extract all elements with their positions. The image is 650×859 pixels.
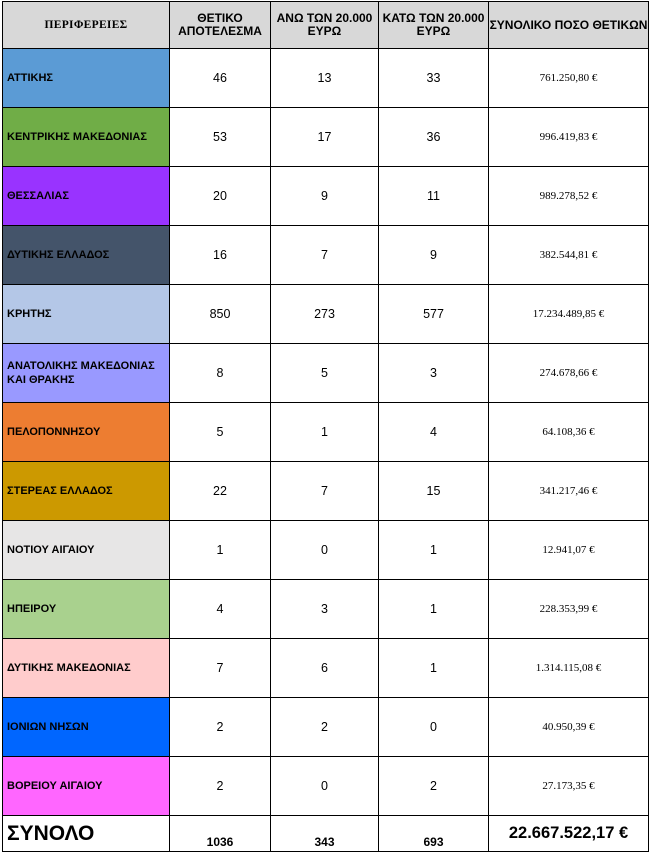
- total-above: 343: [271, 816, 379, 852]
- positive-cell: 5: [170, 403, 271, 462]
- total-row: [3, 816, 649, 852]
- region-cell: ΒΟΡΕΙΟΥ ΑΙΓΑΙΟΥ: [3, 757, 170, 816]
- above-cell: 1: [271, 403, 379, 462]
- header-above-20000: ΑΝΩ ΤΩΝ 20.000 ΕΥΡΩ: [271, 2, 379, 49]
- positive-cell: 22: [170, 462, 271, 521]
- positive-cell: 2: [170, 698, 271, 757]
- total-positive: 1036: [170, 816, 271, 852]
- positive-cell: 7: [170, 639, 271, 698]
- header-positive-result: ΘΕΤΙΚΟ ΑΠΟΤΕΛΕΣΜΑ: [170, 2, 271, 49]
- above-cell: 17: [271, 108, 379, 167]
- above-cell: 2: [271, 698, 379, 757]
- region-cell: ΝΟΤΙΟΥ ΑΙΓΑΙΟΥ: [3, 521, 170, 580]
- table-row: [3, 639, 649, 698]
- table-row: [3, 49, 649, 108]
- amount-cell: 12.941,07 €: [489, 521, 649, 580]
- region-cell: ΣΤΕΡΕΑΣ ΕΛΛΑΔΟΣ: [3, 462, 170, 521]
- above-cell: 3: [271, 580, 379, 639]
- table-row: [3, 757, 649, 816]
- amount-cell: 989.278,52 €: [489, 167, 649, 226]
- below-cell: 33: [379, 49, 489, 108]
- table-row: [3, 108, 649, 167]
- amount-cell: 228.353,99 €: [489, 580, 649, 639]
- below-cell: 1: [379, 639, 489, 698]
- region-cell: ΘΕΣΣΑΛΙΑΣ: [3, 167, 170, 226]
- above-cell: 0: [271, 521, 379, 580]
- below-cell: 11: [379, 167, 489, 226]
- below-cell: 2: [379, 757, 489, 816]
- table-row: [3, 226, 649, 285]
- table-row: [3, 462, 649, 521]
- amount-cell: 382.544,81 €: [489, 226, 649, 285]
- total-below: 693: [379, 816, 489, 852]
- below-cell: 1: [379, 521, 489, 580]
- total-label: ΣΥΝΟΛΟ: [3, 816, 170, 852]
- regional-results-table: [2, 1, 649, 852]
- region-cell: ΑΤΤΙΚΗΣ: [3, 49, 170, 108]
- region-cell: ΔΥΤΙΚΗΣ ΕΛΛΑΔΟΣ: [3, 226, 170, 285]
- table-row: [3, 580, 649, 639]
- amount-cell: 274.678,66 €: [489, 344, 649, 403]
- above-cell: 9: [271, 167, 379, 226]
- table-row: [3, 344, 649, 403]
- positive-cell: 20: [170, 167, 271, 226]
- total-amount: 22.667.522,17 €: [489, 816, 649, 852]
- amount-cell: 17.234.489,85 €: [489, 285, 649, 344]
- below-cell: 4: [379, 403, 489, 462]
- region-cell: ΚΕΝΤΡΙΚΗΣ ΜΑΚΕΔΟΝΙΑΣ: [3, 108, 170, 167]
- positive-cell: 16: [170, 226, 271, 285]
- table-row: [3, 698, 649, 757]
- positive-cell: 2: [170, 757, 271, 816]
- above-cell: 7: [271, 462, 379, 521]
- amount-cell: 64.108,36 €: [489, 403, 649, 462]
- amount-cell: 1.314.115,08 €: [489, 639, 649, 698]
- amount-cell: 996.419,83 €: [489, 108, 649, 167]
- below-cell: 9: [379, 226, 489, 285]
- below-cell: 0: [379, 698, 489, 757]
- table-row: [3, 521, 649, 580]
- amount-cell: 761.250,80 €: [489, 49, 649, 108]
- region-cell: ΙΟΝΙΩΝ ΝΗΣΩΝ: [3, 698, 170, 757]
- positive-cell: 46: [170, 49, 271, 108]
- positive-cell: 1: [170, 521, 271, 580]
- below-cell: 36: [379, 108, 489, 167]
- above-cell: 6: [271, 639, 379, 698]
- positive-cell: 850: [170, 285, 271, 344]
- header-total-positive-amount: ΣΥΝΟΛΙΚΟ ΠΟΣΟ ΘΕΤΙΚΩΝ: [489, 2, 649, 49]
- above-cell: 5: [271, 344, 379, 403]
- table-row: [3, 285, 649, 344]
- below-cell: 3: [379, 344, 489, 403]
- region-cell: ΚΡΗΤΗΣ: [3, 285, 170, 344]
- table-row: [3, 167, 649, 226]
- region-cell: ΠΕΛΟΠΟΝΝΗΣΟΥ: [3, 403, 170, 462]
- region-cell: ΔΥΤΙΚΗΣ ΜΑΚΕΔΟΝΙΑΣ: [3, 639, 170, 698]
- amount-cell: 27.173,35 €: [489, 757, 649, 816]
- below-cell: 1: [379, 580, 489, 639]
- positive-cell: 53: [170, 108, 271, 167]
- amount-cell: 341.217,46 €: [489, 462, 649, 521]
- above-cell: 0: [271, 757, 379, 816]
- header-row: [3, 2, 649, 49]
- header-below-20000: ΚΑΤΩ ΤΩΝ 20.000 ΕΥΡΩ: [379, 2, 489, 49]
- above-cell: 13: [271, 49, 379, 108]
- amount-cell: 40.950,39 €: [489, 698, 649, 757]
- above-cell: 7: [271, 226, 379, 285]
- positive-cell: 8: [170, 344, 271, 403]
- table-body: [3, 49, 649, 852]
- header-region: ΠΕΡΙΦΕΡΕΙΕΣ: [3, 2, 170, 49]
- region-cell: ΑΝΑΤΟΛΙΚΗΣ ΜΑΚΕΔΟΝΙΑΣ ΚΑΙ ΘΡΑΚΗΣ: [3, 344, 170, 403]
- above-cell: 273: [271, 285, 379, 344]
- below-cell: 577: [379, 285, 489, 344]
- positive-cell: 4: [170, 580, 271, 639]
- region-cell: ΗΠΕΙΡΟΥ: [3, 580, 170, 639]
- below-cell: 15: [379, 462, 489, 521]
- table-row: [3, 403, 649, 462]
